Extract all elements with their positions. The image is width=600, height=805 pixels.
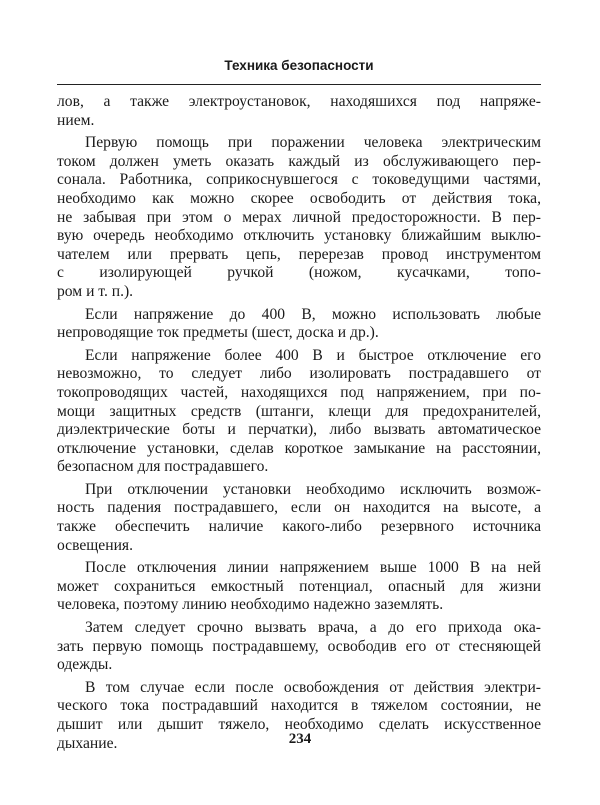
text-line: ческого тока пострадавший находится в тяжелом состоянии, не — [57, 697, 541, 715]
paragraph — [57, 481, 541, 555]
text-line: Первую помощь при поражении человека электрическим — [85, 134, 541, 152]
paragraph — [57, 559, 541, 615]
text-line: Затем следует срочно вызвать врача, а до его прихода ока- — [85, 619, 541, 637]
text-line: необходимо как можно скорее освободить от действия тока, — [57, 189, 541, 207]
text-line: одежды. — [57, 656, 113, 674]
text-line: зать первую помощь пострадавшему, освободив его от стесняющей — [57, 637, 541, 655]
text-line: сонала. Работника, соприкоснувшегося с токоведущими частями, — [57, 171, 541, 189]
text-line: После отключения линии напряжением выше 1000 В на ней — [85, 559, 541, 577]
running-header: Техника безопасности — [224, 58, 374, 73]
page-body — [57, 93, 541, 757]
text-line: невозможно, то следует либо изолировать пострадавшего от — [57, 365, 541, 383]
paragraph — [57, 93, 541, 130]
text-line: вую очередь необходимо отключить установку ближайшим выклю- — [57, 227, 541, 245]
text-line: Если напряжение более 400 В и быстрое отключение его — [85, 346, 541, 364]
text-line: При отключении установки необходимо исключить возмож- — [85, 480, 541, 498]
header-rule — [57, 84, 541, 85]
text-line: с изолирующей ручкой (ножом, кусачками, топо- — [57, 264, 541, 282]
text-line: может сохраниться емкостный потенциал, опасный для жизни — [57, 577, 541, 595]
text-line: чателем или прервать цепь, перерезав провод инструментом — [57, 245, 541, 263]
text-line: Если напряжение до 400 В, можно использовать любые — [85, 305, 541, 323]
text-line: дышит или дышит тяжело, необходимо сделать искусственное — [57, 716, 541, 733]
page-number: 234 — [288, 731, 312, 747]
text-line: непроводящие ток предметы (шест, доска и др.). — [57, 324, 379, 342]
paragraph — [57, 134, 541, 301]
text-line: нием. — [57, 111, 95, 129]
text-line: ром и т. п.). — [57, 282, 134, 300]
text-line: безопасном для пострадавшего. — [57, 458, 269, 476]
text-line: также обеспечить наличие какого-либо резервного источника — [57, 518, 541, 536]
text-line: токопроводящих частей, находящихся под напряжением, при по- — [57, 383, 541, 401]
paragraph — [57, 306, 541, 343]
paragraph — [57, 347, 541, 477]
text-line: диэлектрические боты и перчатки), либо вызвать автоматическое — [57, 421, 541, 439]
text-line: дыхание. — [57, 734, 118, 752]
text-line: отключение установки, сделав короткое замыкание на расстоянии, — [57, 439, 541, 457]
text-line: освещения. — [57, 536, 133, 554]
text-line: ность падения пострадавшего, если он находится на высоте, а — [57, 499, 541, 517]
text-line: человека, поэтому линию необходимо надежно заземлять. — [57, 596, 444, 614]
text-line: лов, а также электроустановок, находяшихся под напряже- — [57, 93, 541, 110]
text-line: не забывая при этом о мерах личной предосторожности. В пер- — [57, 208, 541, 226]
paragraph — [57, 619, 541, 675]
text-line: В том случае если после освобождения от действия электри- — [85, 678, 541, 696]
text-line: мощи защитных средств (штанги, клещи для предохранителей, — [57, 402, 541, 420]
text-line: током должен уметь оказать каждый из обслуживающего пер- — [57, 152, 541, 170]
